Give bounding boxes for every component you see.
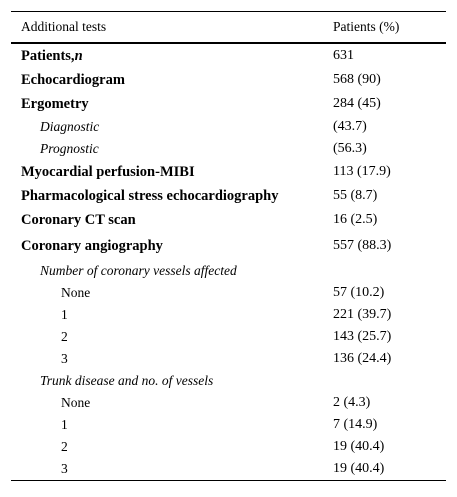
- row-value: (43.7): [333, 119, 367, 134]
- row-value: 136 (24.4): [333, 351, 392, 366]
- row-label: 3: [61, 461, 68, 476]
- row-label: 2: [61, 439, 68, 454]
- row-value: 557 (88.3): [333, 238, 392, 253]
- row-label: Diagnostic: [40, 119, 100, 134]
- row-label: Pharmacological stress echocardiography: [21, 187, 279, 204]
- row-label: None: [61, 285, 91, 300]
- row-label: 1: [61, 417, 68, 432]
- row-label: 3: [61, 351, 68, 366]
- table-row-vessels-1: [11, 304, 446, 326]
- table-row-trunk-3: [11, 458, 446, 481]
- row-label: 1: [61, 307, 68, 322]
- row-value: 57 (10.2): [333, 285, 385, 300]
- additional-tests-table: [11, 11, 446, 481]
- table-row-trunk-none: [11, 392, 446, 414]
- row-value: (56.3): [333, 141, 367, 156]
- table-row-prognostic: [11, 138, 446, 160]
- row-label-suffix: n: [74, 47, 83, 64]
- header-row: [11, 12, 446, 44]
- row-value: 55 (8.7): [333, 188, 378, 203]
- table-row-diagnostic: [11, 116, 446, 138]
- row-label: Number of coronary vessels affected: [40, 263, 237, 278]
- row-value: 19 (40.4): [333, 439, 385, 454]
- row-value: 284 (45): [333, 96, 381, 111]
- row-value: 631: [333, 48, 354, 63]
- row-value: [333, 370, 446, 392]
- row-value: 2 (4.3): [333, 395, 371, 410]
- row-label: Coronary angiography: [21, 237, 163, 254]
- column-header-additional-tests: Additional tests: [21, 19, 107, 34]
- row-label: [11, 43, 333, 68]
- table-row-echocardiogram: [11, 68, 446, 92]
- row-label: Ergometry: [21, 95, 89, 112]
- table-row-patients: [11, 43, 446, 68]
- row-label: Myocardial perfusion-MIBI: [21, 163, 195, 180]
- table-row-vessels-3: [11, 348, 446, 370]
- row-label: Prognostic: [40, 141, 99, 156]
- table-row-myocardial-perfusion: [11, 160, 446, 184]
- table-row-vessels-2: [11, 326, 446, 348]
- row-value: 143 (25.7): [333, 329, 392, 344]
- row-label: 2: [61, 329, 68, 344]
- table-subheader-trunk-disease: [11, 370, 446, 392]
- table-row-coronary-angiography: [11, 232, 446, 260]
- table-row-coronary-ct-scan: [11, 208, 446, 232]
- row-value: 221 (39.7): [333, 307, 392, 322]
- row-value: 19 (40.4): [333, 461, 385, 476]
- table-row-vessels-none: [11, 282, 446, 304]
- row-value: 568 (90): [333, 72, 381, 87]
- column-header-patients-percent: Patients (%): [333, 19, 400, 34]
- row-label-text: Patients,: [21, 47, 75, 64]
- table-row-trunk-2: [11, 436, 446, 458]
- row-value: 113 (17.9): [333, 164, 391, 179]
- row-label: Echocardiogram: [21, 71, 125, 88]
- table-header: [11, 12, 446, 44]
- row-label: Trunk disease and no. of vessels: [40, 373, 214, 388]
- row-value: [333, 260, 446, 282]
- additional-tests-table-container: [11, 11, 446, 481]
- row-value: 16 (2.5): [333, 212, 378, 227]
- table-subheader-vessels-affected: [11, 260, 446, 282]
- table-row-trunk-1: [11, 414, 446, 436]
- row-label: Coronary CT scan: [21, 211, 136, 228]
- row-value: 7 (14.9): [333, 417, 378, 432]
- table-body: [11, 43, 446, 481]
- table-row-pharmacological-stress-echo: [11, 184, 446, 208]
- table-row-ergometry: [11, 92, 446, 116]
- row-label: None: [61, 395, 91, 410]
